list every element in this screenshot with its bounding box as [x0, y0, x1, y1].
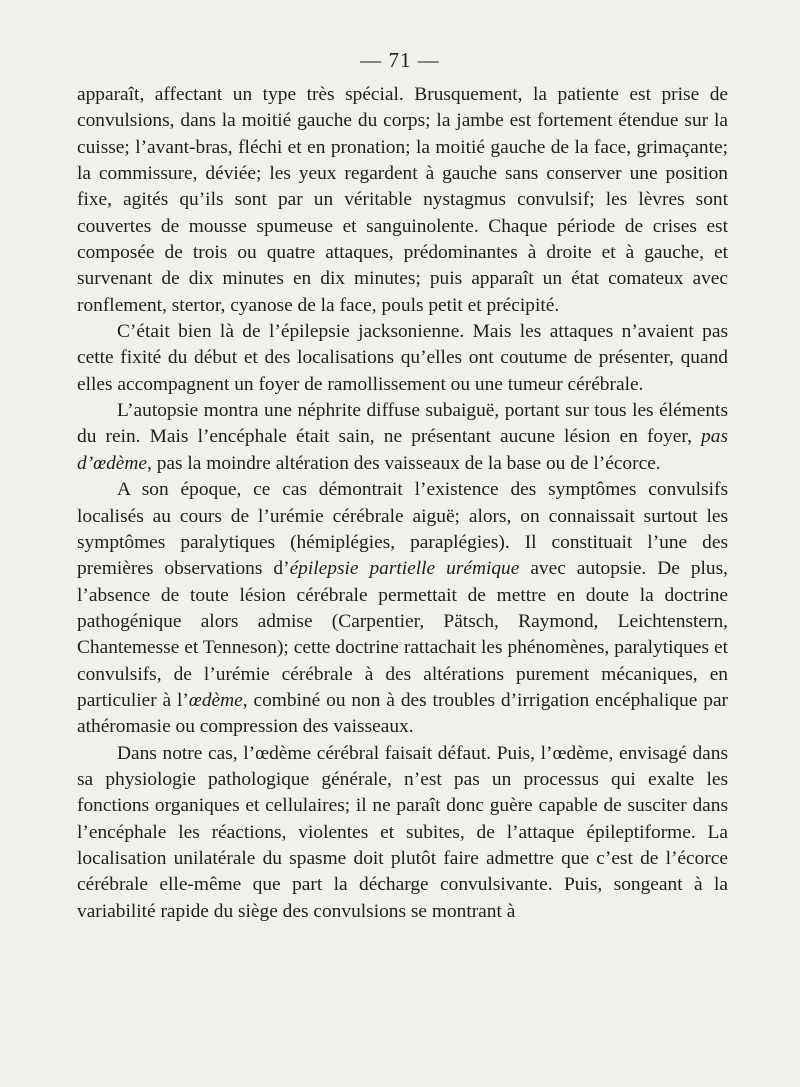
italic-phrase: pas d’œdème	[77, 426, 728, 474]
paragraph-text: C’était bien là de l’épilepsie jacksonienne. Mais les attaques n’avaient pas cette fixité du début et des localisations qu’elles ont coutume de présenter, quand elles accompagnent un foyer de ramollissement ou une tumeur cérébrale.	[77, 321, 728, 395]
paragraph-1	[77, 82, 728, 319]
page-number: — 71 —	[360, 48, 440, 72]
paragraph-text: , combiné ou non à des troubles d’irrigation encéphalique par athéromasie ou compression des vaisseaux.	[77, 689, 729, 738]
italic-phrase: œdème	[188, 689, 243, 711]
paragraph-4	[77, 477, 728, 740]
paragraph-5	[77, 741, 728, 925]
paragraph-text: apparaît, affectant un type très spécial. Brusquement, la patiente est prise de convulsions, dans la moitié gauche du corps; la jambe est fortement étendue sur la cuisse; l’avant-bras, fléchi et en pronation; la moitié gauche de la face, grimaçante; la commissure, déviée; les yeux regardent à gauche sans conserver une position fixe, agités qu’ils sont par un véritable nystagmus convulsif; les lèvres sont couvertes de mousse spumeuse et sanguinolente. Chaque période de crises est composée de trois ou quatre attaques, prédominantes à droite et à gauche, et survenant de dix minutes en dix minutes; puis apparaît un état comateux avec ronflement, stertor, cyanose de la face, pouls petit et précipité.	[77, 84, 728, 316]
paragraph-text: avec autopsie. De plus, l’absence de toute lésion cérébrale permettait de mettre en doute la doctrine pathogénique alors admise (Carpentier, Pätsch, Raymond, Leichtenstern, Chantemesse et Tenneson); cette doctrine rattachait les phénomènes, paralytiques et convulsifs, de l’urémie cérébrale à des altérations purement mécaniques, en particulier à l’	[77, 558, 728, 711]
paragraph-text: Dans notre cas, l’œdème cérébral faisait défaut. Puis, l’œdème, envisagé dans sa physiologie pathologique générale, n’est pas un processus qui exalte les fonctions organiques et cellulaires; il ne paraît donc guère capable de susciter dans l’encéphale les réactions, violentes et subites, de l’attaque épileptiforme. La localisation unilatérale du spasme doit plutôt faire admettre que c’est de l’écorce cérébrale elle-même que part la décharge convulsivante. Puis, songeant à la variabilité rapide du siège des convulsions se montrant à	[77, 742, 728, 922]
paragraph-text: A son époque, ce cas démontrait l’existence des symptômes convulsifs localisés au cours de l’urémie cérébrale aiguë; alors, on connaissait surtout les symptômes paralytiques (hémiplégies, paraplégies). Il constituait l’une des premières observations d’	[77, 479, 728, 580]
body-text	[77, 82, 728, 925]
paragraph-3	[77, 398, 728, 477]
paragraph-text: , pas la moindre altération des vaisseaux de la base ou de l’écorce.	[147, 452, 661, 474]
paragraph-2	[77, 319, 728, 398]
paragraph-text: L’autopsie montra une néphrite diffuse subaiguë, portant sur tous les éléments du rein. Mais l’encéphale était sain, ne présentant aucune lésion en foyer,	[77, 400, 728, 448]
italic-phrase: épilepsie partielle urémique	[289, 558, 520, 580]
